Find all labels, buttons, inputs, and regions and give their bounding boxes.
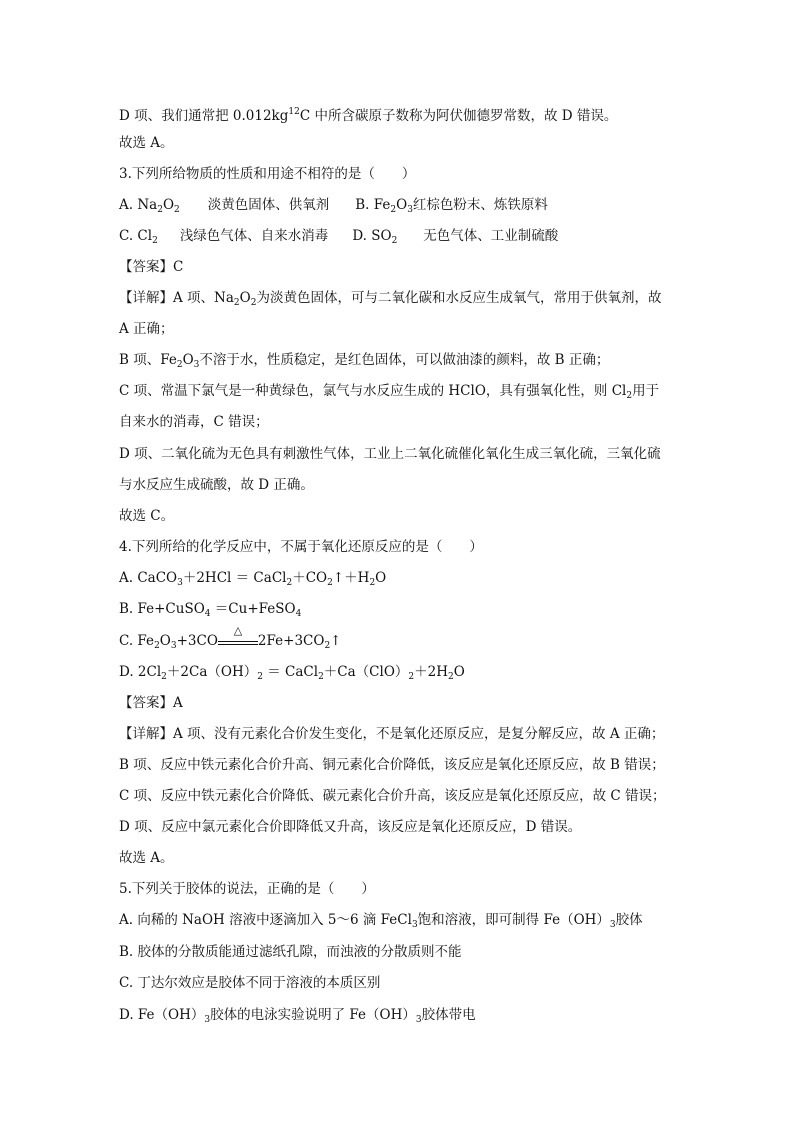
q3-explanation-a: 【详解】A 项、$Na_2O_2$为淡黄色固体，可与二氧化碳和水反应生成氧气，常用于供氧剂，故 [119,290,662,308]
heating-condition-sign [218,624,258,645]
q3-options-cd [119,226,558,251]
q4-explanation-c: C 项、反应中铁元素化合价降低、碳元素化合价升高，该反应是氧化还原反应，故 C 错误； [119,788,666,804]
q4-option-c: C. $Fe_2O_3+3CO$ △ $2Fe+3CO_2↑$ [119,630,341,656]
q3-explanation-d-cont: 与水反应生成硫酸，故 D 正确。 [119,477,314,493]
q4-stem: 4.下列所给的化学反应中，不属于氧化还原反应的是（ ） [119,539,483,555]
q3-answer: 【答案】C [119,259,184,275]
q3-explanation-d: D 项、二氧化硫为无色具有刺激性气体，工业上二氧化硫催化氧化生成三氧化硫，三氧化硫 [119,446,661,462]
q3-stem: 3.下列所给物质的性质和用途不相符的是（ ） [119,166,416,182]
q3-option-a: A. $Na_2O_2$ 淡黄色固体、供氧剂 [119,197,330,215]
q5-option-d: D. $Fe(OH)_3$胶体的电泳实验说明了 $Fe(OH)_3$胶体带电 [119,1007,476,1025]
q5-option-b: B. 胶体的分散质能通过滤纸孔隙，而浊液的分散质则不能 [119,944,462,960]
q4-option-b: B. Fe+CuSO$_4$ ＝Cu+FeSO$_4$ [119,601,302,619]
q4-option-a: A. CaCO$_3$＋2HCl ＝ $CaCl_2+CO_2↑+H_2O$ [119,570,387,588]
q3-explanation-a-cont: A 正确； [119,321,174,337]
delta-icon: △ [233,624,243,637]
q2-conclusion: 故选 A。 [119,135,174,151]
q5-stem: 5.下列关于胶体的说法，正确的是（ ） [119,881,375,897]
q4-conclusion: 故选 A。 [119,850,174,866]
q5-option-c: C. 丁达尔效应是胶体不同于溶液的本质区别 [119,975,381,991]
q3-explanation-b: B 项、$Fe_2O_3$不溶于水，性质稳定，是红色固体，可以做油漆的颜料，故 B 正确； [119,352,610,370]
q3-conclusion: 故选 C。 [119,508,175,524]
q4-answer: 【答案】A [119,695,183,711]
q5-option-a: A. 向稀的 NaOH 溶液中逐滴加入 5～6 滴 FeCl$_3$饱和溶液，即可制得 $Fe(OH)_3$胶体 [119,912,643,930]
q4-explanation-a: 【详解】A 项、没有元素化合价发生变化，不是氧化还原反应，是复分解反应，故 A 正确； [119,726,665,742]
q4-explanation-d: D 项、反应中氯元素化合价即降低又升高，该反应是氧化还原反应，D 错误。 [119,819,582,835]
q3-option-d: D. $SO_2$ 无色气体、工业制硫酸 [352,228,559,246]
q3-explanation-c: C 项、常温下氯气是一种黄绿色，氯气与水反应生成的 HClO，具有强氧化性，则 $Cl_2$用于 [119,383,660,401]
q3-option-b: B. $Fe_2O_3$红棕色粉末、炼铁原料 [355,197,548,215]
q3-options-ab [119,195,548,220]
q3-explanation-c-cont: 自来水的消毒，C 错误； [119,414,269,430]
q3-option-c: C. $Cl_2$ 浅绿色气体、自来水消毒 [119,228,329,246]
q4-explanation-b: B 项、反应中铁元素化合价升高、铜元素化合价降低，该反应是氧化还原反应，故 B 错误； [119,757,665,773]
q2-option-d-explanation: D 项、我们通常把 $0.012kg^{12}C$ 中所含碳原子数称为阿伏伽德罗常数，故 D 错误。 [119,107,618,124]
q4-option-d: D. $2Cl_2+2Ca(OH)_2$ ＝ $CaCl_2+Ca(ClO)_2+2H_2O$ [119,664,465,682]
